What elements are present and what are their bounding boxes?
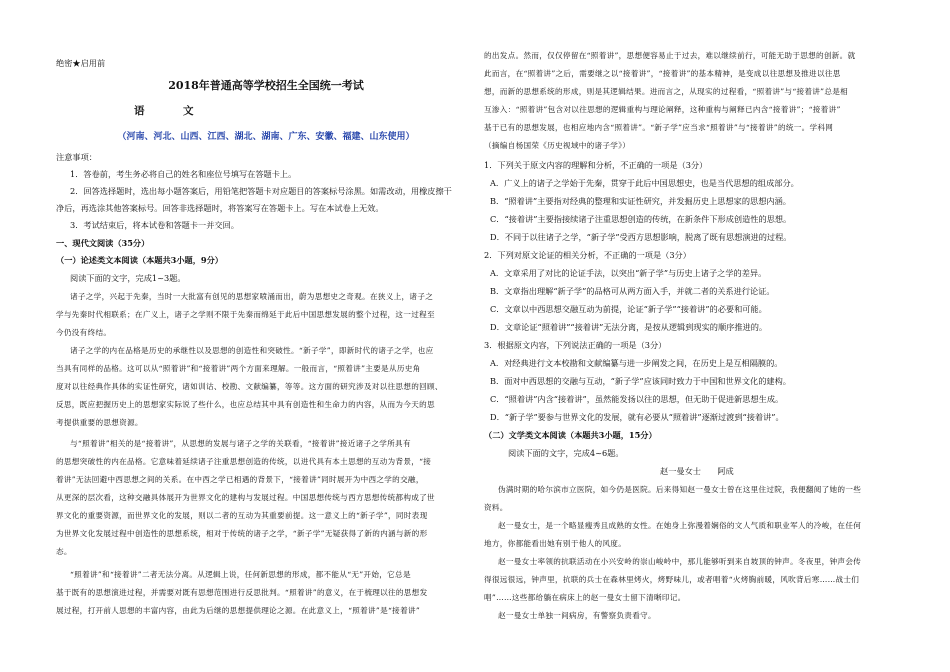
story-line: 资料。 — [484, 503, 508, 512]
passage-line: 为世界文化发展过程中创造性的思想系统，相对于传统的诸子之学，“新子学”无疑获得了新的内涵与新的形 — [56, 529, 428, 538]
passage-line: 的思想突破性的内在品格。它意味着延续诸子注重思想创造的传统，以进代具有本土思想的互动为背景，“接 — [56, 457, 432, 466]
answer-option: D．文章论证“照着讲”“接着讲”无法分离，是按从逻辑到现实的顺序推进的。 — [490, 322, 768, 332]
story-line: 地方，你都能看出她有别于他人的风度。 — [484, 539, 627, 548]
story-line: 得很远很远，钟声里，抗联的兵士在森林里烤火，烤野味儿，或者唱着“火烤胸前暖，风吹背后寒……战士们 — [484, 575, 860, 584]
secret-label: 绝密★启用前 — [56, 58, 106, 68]
note-item: 2．回答选择题时，选出每小题答案后，用铅笔把答题卡对应题目的答案标号涂黑。如需改动，用橡皮擦干 — [70, 186, 452, 196]
answer-option: A．文章采用了对比的论证手法，以突出“新子学”与历史上诸子之学的差异。 — [490, 268, 767, 278]
passage-line: 态。 — [56, 547, 72, 556]
passage-line: 反思，既应把握历史上的思想家实际说了些什么，也应总结其中具有创造性和生命力的内容，从而为今天的思 — [56, 400, 435, 409]
passage-line: 展过程，打开前人思想的丰富内容，由此为后继的思想提供理论之源。在此意义上，“照着讲”是“接着讲” — [56, 606, 421, 615]
answer-option: B．“照着讲”主要指对经典的整理和实证性研究，并发掘历史上思想家的思想内涵。 — [490, 196, 791, 206]
note-item: 净后，再选涂其他答案标号。回答非选择题时，将答案写在答题卡上。写在本试卷上无效。 — [56, 203, 384, 213]
subsection-heading: （二）文学类文本阅读（本题共3小题，15分） — [484, 430, 657, 440]
answer-option: B．文章指出理解“新子学”的品格可从两方面入手，并就二者的关系进行论证。 — [490, 286, 775, 296]
passage-line: 的出发点。然而，仅仅停留在“照着讲”，思想便容易止于过去，难以继续前行，可能无助于思想的创新。就 — [484, 51, 856, 60]
passage-line: 今仍没有终结。 — [56, 328, 112, 337]
left-column — [56, 0, 476, 672]
provinces-line: （河南、河北、山西、江西、湖北、湖南、广东、安徽、福建、山东使用） — [117, 132, 415, 142]
story-title: 赵一曼女士 阿成 — [660, 466, 734, 476]
answer-option: A．广义上的诸子之学始于先秦，贯穿于此后中国思想史，也是当代思想的组成部分。 — [490, 178, 799, 188]
question-stem: 2．下列对原文论证的相关分析，不正确的一项是（3分） — [484, 250, 691, 260]
passage-line: 基于既有的思想演进过程，并需要对既有思想范围进行反思批判。“照着讲”的意义，在于梳理以往的思想发 — [56, 588, 428, 597]
passage-source: （摘编自杨国荣《历史视域中的诸子学》） — [484, 141, 631, 150]
reading-intro: 阅读下面的文字，完成1~3题。 — [70, 273, 186, 283]
answer-option: D．“新子学”要参与世界文化的发展，就有必要从“照着讲”逐渐过渡到“接着讲”。 — [490, 412, 784, 422]
passage-line: 着讲”无法回避中西思想之间的关系。在中西之学已相遇的背景下，“接着讲”同时展开为中西之学的交融， — [56, 475, 424, 484]
passage-line: “照着讲”和“接着讲”二者无法分离。从逻辑上说，任何新思想的形成，都不能从“无”开始，它总是 — [70, 570, 411, 579]
answer-option: D．不同于以往诸子之学，“新子学”受西方思想影响，脱离了既有思想演进的过程。 — [490, 232, 792, 242]
passage-line: 度对以往经典作具体的实证性研究，诸如训诂、校勘、文献编纂，等等。这方面的研究涉及对以往思想的回顾、 — [56, 382, 443, 391]
story-line: 赵一曼女士率领的抗联活动在小兴安岭的崇山峻岭中，那儿能够听到来自坡顶的钟声。冬夜里，钟声会传 — [498, 557, 862, 566]
passage-line: 基于已有的思想发展，也相应地内含“照着讲”。“新子学”应当求“照着讲”与“接着讲”的统一。学科网 — [484, 123, 834, 132]
note-item: 3．考试结束后，将本试卷和答题卡一并交回。 — [70, 220, 239, 230]
notes-heading: 注意事项： — [56, 152, 97, 162]
answer-option: B．面对中西思想的交融与互动，“新子学”应该同时致力于中国和世界文化的建构。 — [490, 376, 791, 386]
passage-line: 诸子之学的内在品格是历史的承继性以及思想的创造性和突破性。“新子学”，即新时代的诸子之学，也应 — [70, 346, 434, 355]
subject-title: 语 文 — [134, 105, 208, 117]
passage-line: 当具有同样的品格。这可以从“照着讲”和“接着讲”两个方面来理解。一般而言，“照着讲”主要是从历史角 — [56, 364, 421, 373]
right-column — [484, 0, 904, 672]
exam-title: 2018年普通高等学校招生全国统一考试 — [168, 79, 364, 92]
answer-option: C．文章以中西思想交融互动为前提，论证“新子学”“接着讲”的必要和可能。 — [490, 304, 767, 314]
answer-option: A．对经典进行文本校勘和文献编纂与进一步阐发之间，在历史上是互相隔膜的。 — [490, 358, 783, 368]
passage-line: 与“照着讲”相关的是“接着讲”，从思想的发展与诸子之学的关联看，“接着讲”接近诸子之学所具有 — [70, 439, 411, 448]
question-stem: 1．下列关于原文内容的理解和分析，不正确的一项是（3分） — [484, 160, 708, 170]
passage-line: 界文化的重要资源，而世界文化的发展，则以二者的互动为其重要前提。这一意义上的“新子学”，同时表现 — [56, 511, 428, 520]
passage-line: 学与先秦时代相联系；在广义上，诸子之学则不限于先秦而绵延于此后中国思想发展的整个过程，这一过程至 — [56, 310, 435, 319]
answer-option: C．“接着讲”主要指接续诸子注重思想创造的传统，在新条件下形成创造性的思想。 — [490, 214, 792, 224]
passage-line: 此而言，在“照着讲”之后，需要继之以“接着讲”，“接着讲”的基本精神，是变成以往思想及推进以往思 — [484, 69, 841, 78]
passage-line: 从更深的层次看，这种交融具体展开为世界文化的建构与发展过程。中国思想传统与西方思想传统都构成了世 — [56, 493, 435, 502]
story-line: 赵一曼女士单独一间病房，有警察负责看守。 — [498, 611, 656, 620]
story-line: 伪满时期的哈尔滨市立医院，如今仍是医院。后来得知赵一曼女士曾在这里住过院，我便翻阅了她的一些 — [498, 485, 862, 494]
passage-line: 互渗入：“照着讲”包含对以往思想的逻辑重构与理论阐释，这种重构与阐释已内含“接着讲”；“接着讲” — [484, 105, 841, 114]
question-stem: 3．根据原文内容，下列说法正确的一项是（3分） — [484, 340, 667, 350]
reading-intro: 阅读下面的文字，完成4~6题。 — [508, 448, 624, 458]
passage-line: 诸子之学，兴起于先秦，当时一大批富有创见的思想家喷涌而出，蔚为思想史之奇观。在狭义上，诸子之 — [70, 292, 434, 301]
story-line: 唱”……这些都给躺在病床上的赵一曼女士留下清晰印记。 — [484, 593, 686, 602]
subsection-heading: （一）论述类文本阅读（本题共3小题，9分） — [56, 255, 223, 265]
story-line: 赵一曼女士，是一个略显瘦秀且成熟的女性。在她身上弥漫着娴俗的文人气质和职业军人的冷峻，在任何 — [498, 521, 862, 530]
section-heading: 一、现代文阅读（35分） — [56, 238, 150, 248]
passage-line: 考提供重要的思想资源。 — [56, 418, 143, 427]
note-item: 1．答卷前，考生务必将自己的姓名和座位号填写在答题卡上。 — [70, 169, 297, 179]
passage-line: 想，而新的思想系统的形成，则是其逻辑结果。进而言之，从现实的过程看，“照着讲”与“接着讲”总是相 — [484, 87, 849, 96]
answer-option: C．“照着讲”内含“接着讲”，虽然能发扬以往的思想，但无助于促进新思想生成。 — [490, 394, 784, 404]
